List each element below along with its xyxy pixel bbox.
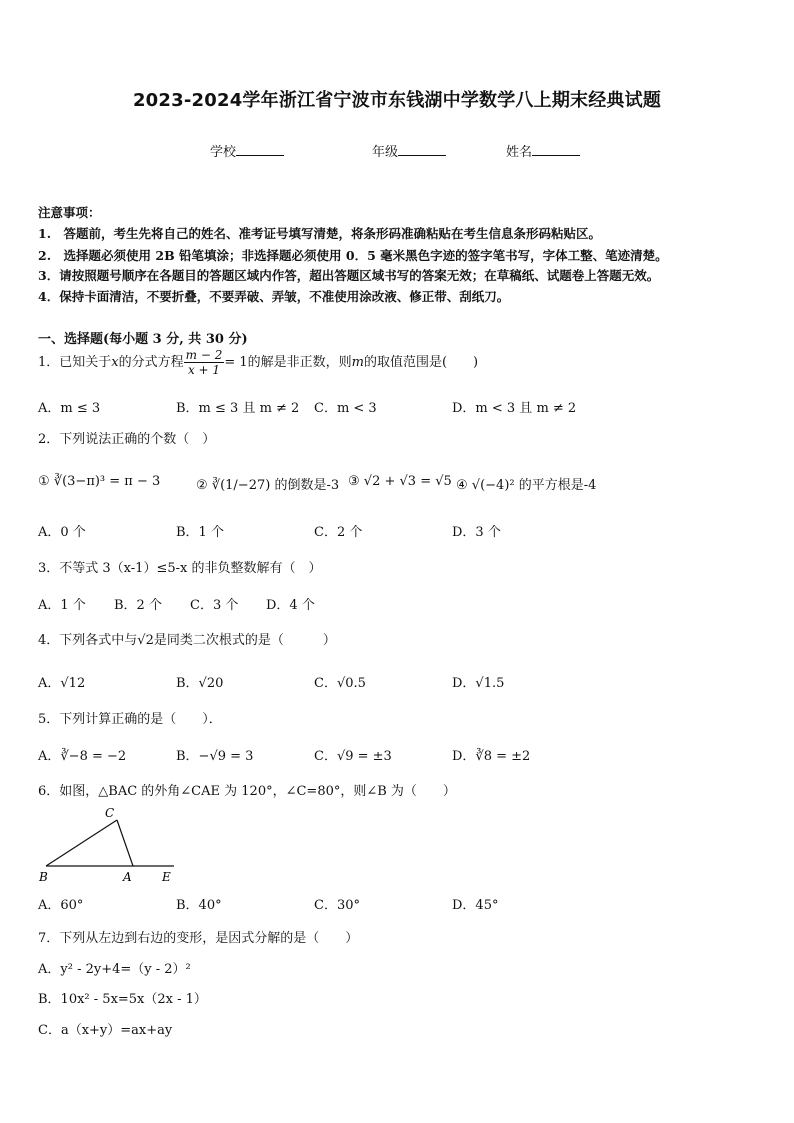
- triangle-figure: [36, 803, 186, 885]
- q1-post: 的解是非正数，则: [247, 355, 352, 370]
- note-item: 3．请按照题号顺序在各题目的答题区域内作答，超出答题区域书写的答案无效；在草稿纸、试题卷上答题无效。: [38, 268, 660, 283]
- q4-post: 是同类二次根式的是（ ）: [153, 633, 336, 648]
- question-4: [38, 629, 336, 648]
- q1-numerator: m − 2: [185, 348, 223, 362]
- q2-statement-2: [196, 474, 339, 493]
- label-a: A: [123, 870, 132, 884]
- school-label: 学校: [210, 145, 237, 160]
- grade-field: [372, 141, 446, 160]
- q2-s2-num: ②: [196, 478, 208, 493]
- school-blank: [236, 143, 284, 156]
- q2-option-d: D．3 个: [452, 525, 501, 540]
- q7-option-b: B．10x² - 5x=5x（2x - 1）: [38, 992, 207, 1007]
- question-5: 5．下列计算正确的是（ ）．: [38, 712, 222, 727]
- q2-option-b: B．1 个: [176, 525, 224, 540]
- q2-option-c: C．2 个: [314, 525, 363, 540]
- name-field: [506, 141, 580, 160]
- q1-fraction: [184, 348, 225, 377]
- grade-blank: [398, 143, 446, 156]
- note-item: 4．保持卡面清洁，不要折叠，不要弄破、弄皱，不准使用涂改液、修正带、刮纸刀。: [38, 289, 510, 304]
- q2-s2-math: ∛(1/−27): [211, 478, 271, 493]
- q6-option-d: D．45°: [452, 898, 499, 913]
- q3-option-d: D．4 个: [266, 598, 315, 613]
- q3-option-a: A．1 个: [38, 598, 86, 613]
- q1-pre: 1．已知关于: [38, 355, 112, 370]
- q2-s1-math: ∛(3−π)³ = π − 3: [53, 474, 161, 489]
- label-c: C: [105, 806, 115, 820]
- q1-eq: = 1: [224, 355, 248, 370]
- q2-s1-num: ①: [38, 474, 50, 489]
- question-7: 7．下列从左边到右边的变形，是因式分解的是（ ）: [38, 931, 359, 946]
- q5-option-b: B．−√9 = 3: [176, 749, 254, 764]
- side-ca: [117, 820, 133, 866]
- q5-option-c: C．√9 = ±3: [314, 749, 392, 764]
- name-label: 姓名: [506, 145, 533, 160]
- q5-option-d: D．∛8 = ±2: [452, 749, 531, 764]
- q2-s4-math: √(−4)²: [471, 478, 515, 493]
- q1-option-c: C．m < 3: [314, 401, 377, 416]
- q1-option-a: A．m ≤ 3: [38, 401, 101, 416]
- q2-statement-3: [348, 474, 452, 489]
- q4-option-c: C．√0.5: [314, 676, 366, 691]
- notes-header: 注意事项：: [38, 205, 101, 220]
- q4-option-b: B．√20: [176, 676, 224, 691]
- q2-option-a: A．0 个: [38, 525, 86, 540]
- q2-s3-num: ③: [348, 474, 360, 489]
- q1-option-d: D．m < 3 且 m ≠ 2: [452, 401, 577, 416]
- q1-denominator: x + 1: [187, 363, 221, 377]
- q5-option-a: A．∛−8 = −2: [38, 749, 127, 764]
- q4-radical: √2: [137, 633, 154, 648]
- question-3: 3．不等式 3（x-1）≤5-x 的非负整数解有（ ）: [38, 561, 322, 576]
- question-6: 6．如图，△BAC 的外角∠CAE 为 120°，∠C=80°，则∠B 为（ ）: [38, 784, 456, 799]
- q2-statement-4: [456, 474, 596, 493]
- q7-option-a: A．y² - 2y+4=（y - 2）²: [38, 962, 191, 977]
- grade-label: 年级: [372, 145, 399, 160]
- label-b: B: [39, 870, 48, 884]
- q2-statement-1: [38, 474, 160, 489]
- page-title: 2023-2024学年浙江省宁波市东钱湖中学数学八上期末经典试题: [132, 90, 662, 111]
- q4-option-a: A．√12: [38, 676, 86, 691]
- note-item: 1. 答题前，考生先将自己的姓名、准考证号填写清楚，将条形码准确粘贴在考生信息条形码粘贴区。: [38, 226, 602, 241]
- q2-s4-num: ④: [456, 478, 468, 493]
- q4-pre: 4．下列各式中与: [38, 633, 138, 648]
- q3-option-b: B．2 个: [114, 598, 162, 613]
- q3-option-c: C．3 个: [190, 598, 239, 613]
- q1-end: 的取值范围是( ): [363, 355, 479, 370]
- question-1: [38, 348, 478, 377]
- q1-mid: 的分式方程: [118, 355, 184, 370]
- question-2: 2．下列说法正确的个数（ ）: [38, 432, 216, 447]
- q6-option-c: C．30°: [314, 898, 360, 913]
- side-bc: [46, 820, 117, 866]
- q7-option-c: C．a（x+y）=ax+ay: [38, 1023, 173, 1038]
- name-blank: [532, 143, 580, 156]
- note-item: 2. 选择题必须使用 2B 铅笔填涂；非选择题必须使用 0．5 毫米黑色字迹的签字笔书写，字体工整、笔迹清楚。: [38, 248, 668, 263]
- q1-var-m: m: [351, 355, 364, 370]
- q1-var-x: x: [111, 355, 119, 370]
- q2-s3-math: √2 + √3 = √5: [363, 474, 452, 489]
- q2-s4-text: 的平方根是-4: [518, 478, 597, 493]
- q6-option-a: A．60°: [38, 898, 84, 913]
- q4-option-d: D．√1.5: [452, 676, 505, 691]
- q6-option-b: B．40°: [176, 898, 222, 913]
- label-e: E: [162, 870, 171, 884]
- section-heading: 一、选择题(每小题 3 分, 共 30 分): [38, 332, 248, 347]
- school-field: [210, 141, 284, 160]
- q2-s2-text: 的倒数是-3: [274, 478, 340, 493]
- q1-option-b: B．m ≤ 3 且 m ≠ 2: [176, 401, 300, 416]
